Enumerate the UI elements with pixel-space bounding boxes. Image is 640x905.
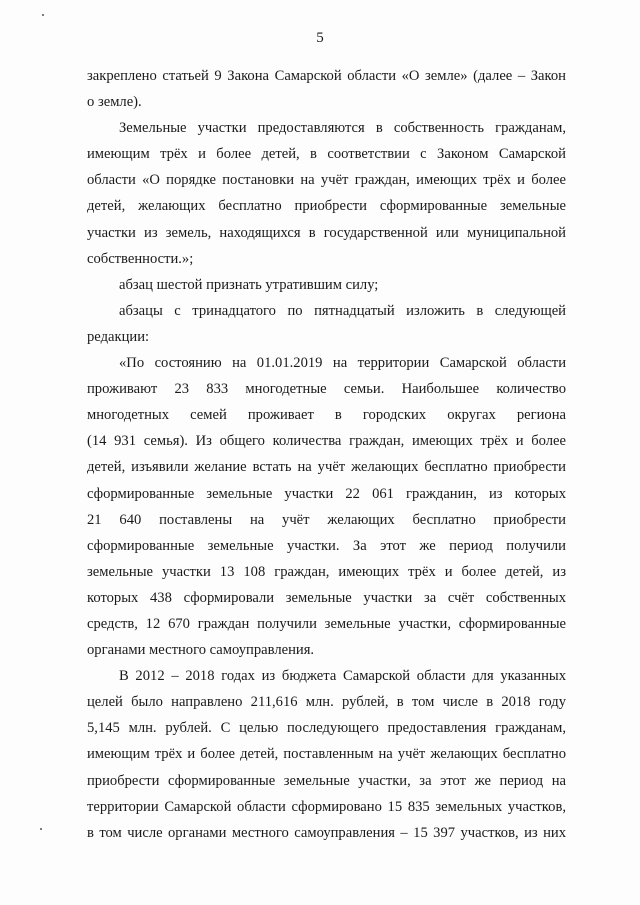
scan-speck [40,828,42,830]
text-line: о земле). [87,94,142,111]
text-line: области «О порядке постановки на учёт граждан, имеющих трёх и более [87,172,566,189]
text-line: имеющим трёх и более детей, в соответствии с Законом Самарской [87,146,566,163]
text-line: абзац шестой признать утратившим силу; [119,276,379,293]
text-line: В 2012 – 2018 годах из бюджета Самарской области для указанных [119,668,566,685]
page-number: 5 [316,30,324,46]
text-line: сформированные земельные участки. За этот же период получили [87,537,566,554]
text-line: абзацы с тринадцатого по пятнадцатый изложить в следующей [119,302,566,319]
text-line: детей, желающих бесплатно приобрести сформированные земельные [87,198,566,215]
text-line: земельные участки 13 108 граждан, имеющих трёх и более детей, из [87,563,566,580]
scan-speck [42,14,44,16]
text-line: целей было направлено 211,616 млн. рублей, в том числе в 2018 году [87,694,566,711]
text-line: приобрести сформированные земельные участки, за этот же период на [87,772,566,789]
text-line: (14 931 семья). Из общего количества граждан, имеющих трёх и более [87,433,566,450]
text-line: 21 640 поставлены на учёт желающих бесплатно приобрести [87,511,566,528]
text-line: «По состоянию на 01.01.2019 на территории Самарской области [119,355,566,372]
text-line: имеющим трёх и более детей, поставленным на учёт желающих бесплатно [87,746,566,763]
text-line: сформированные земельные участки 22 061 гражданин, из которых [87,485,566,502]
body-text [87,63,566,846]
text-line: участки из земель, находящихся в государственной или муниципальной [87,224,566,241]
text-line: собственности.»; [87,250,194,267]
text-line: в том числе органами местного самоуправления – 15 397 участков, из них [87,824,566,841]
text-line: 5,145 млн. рублей. С целью последующего предоставления гражданам, [87,720,566,737]
text-line: которых 438 сформировали земельные участки за счёт собственных [87,589,566,606]
text-line: территории Самарской области сформировано 15 835 земельных участков, [87,798,566,815]
text-line: средств, 12 670 граждан получили земельные участки, сформированные [87,615,566,632]
text-line: детей, изъявили желание встать на учёт желающих бесплатно приобрести [87,459,566,476]
text-line: многодетных семей проживает в городских округах региона [87,407,566,424]
text-line: органами местного самоуправления. [87,642,315,659]
text-line: закреплено статьей 9 Закона Самарской области «О земле» (далее – Закон [87,68,566,84]
text-line: редакции: [87,328,150,345]
text-line: Земельные участки предоставляются в собственность гражданам, [119,120,566,137]
text-line: проживают 23 833 многодетные семьи. Наибольшее количество [87,381,566,398]
